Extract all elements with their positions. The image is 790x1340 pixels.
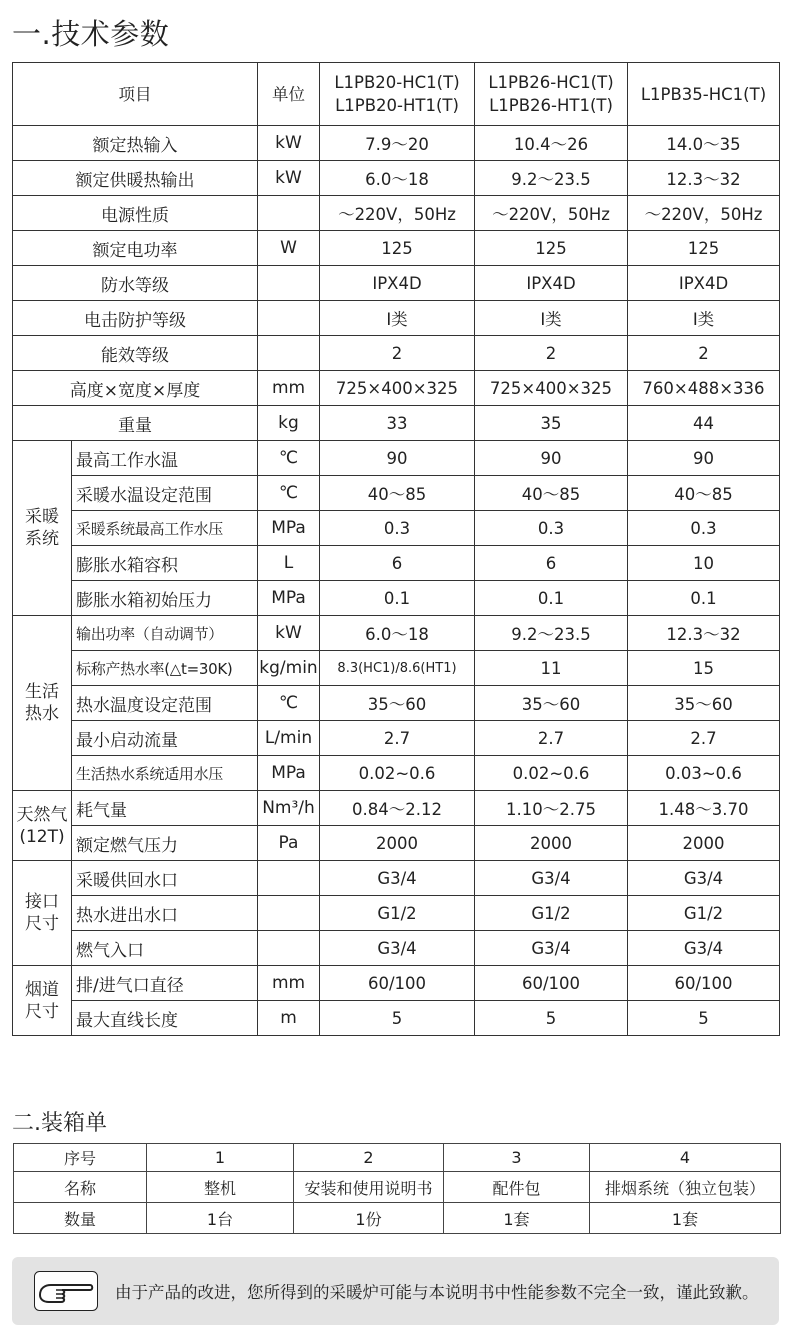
packing-cell: 4	[590, 1144, 781, 1172]
spec-row-unit: kW	[258, 616, 320, 651]
packing-cell: 1套	[590, 1203, 781, 1234]
spec-value-model-2: 90	[475, 441, 628, 476]
spec-value-model-3: 760×488×336	[628, 371, 780, 406]
spec-row-unit: m	[258, 1001, 320, 1036]
spec-value-model-3: 60/100	[628, 966, 780, 1001]
spec-value-model-1: 6.0～18	[320, 161, 475, 196]
spec-value-model-1: 725×400×325	[320, 371, 475, 406]
section1-title: 一.技术参数	[12, 17, 170, 51]
packing-cell: 2	[294, 1144, 444, 1172]
spec-row-label: 额定电功率	[13, 231, 258, 266]
packing-row-label: 数量	[14, 1203, 147, 1234]
pointing-hand-icon	[34, 1271, 98, 1311]
spec-group-label-line2: (12T)	[19, 826, 65, 847]
spec-value-model-2: 9.2～23.5	[475, 616, 628, 651]
spec-group-label-line2: 尺寸	[25, 1001, 59, 1022]
packing-cell: 配件包	[444, 1172, 590, 1203]
spec-value-model-1: 125	[320, 231, 475, 266]
spec-row	[13, 861, 780, 896]
spec-row-unit: kg	[258, 406, 320, 441]
spec-value-model-3: 0.1	[628, 581, 780, 616]
spec-row-unit	[258, 896, 320, 931]
spec-value-model-2: I类	[475, 301, 628, 336]
spec-value-model-3: 14.0～35	[628, 126, 780, 161]
spec-value-model-2: 0.1	[475, 581, 628, 616]
spec-row	[13, 476, 780, 511]
packing-cell: 安装和使用说明书	[294, 1172, 444, 1203]
spec-row-label: 热水进出水口	[72, 896, 258, 931]
spec-header-row	[13, 63, 780, 126]
spec-value-model-1: G3/4	[320, 861, 475, 896]
spec-row-label: 防水等级	[13, 266, 258, 301]
spec-group-label	[13, 966, 72, 1036]
spec-row-unit	[258, 861, 320, 896]
spec-value-model-2: 0.3	[475, 511, 628, 546]
header-item: 项目	[13, 63, 258, 126]
spec-value-model-3: 2000	[628, 826, 780, 861]
spec-row	[13, 441, 780, 476]
spec-row-label: 膨胀水箱初始压力	[72, 581, 258, 616]
header-model-1	[320, 63, 475, 126]
spec-row	[13, 966, 780, 1001]
spec-value-model-3: 0.3	[628, 511, 780, 546]
disclaimer-note	[12, 1257, 779, 1325]
header-unit: 单位	[258, 63, 320, 126]
spec-row-unit: MPa	[258, 511, 320, 546]
spec-row-unit	[258, 196, 320, 231]
spec-group-label-line2: 尺寸	[25, 914, 59, 934]
spec-row-unit: kg/min	[258, 651, 320, 686]
spec-value-model-1: 2000	[320, 826, 475, 861]
spec-row-unit: L/min	[258, 721, 320, 756]
spec-row	[13, 896, 780, 931]
spec-row-label: 最高工作水温	[72, 441, 258, 476]
spec-value-model-3: 90	[628, 441, 780, 476]
spec-value-model-3: 35～60	[628, 686, 780, 721]
packing-row	[14, 1172, 781, 1203]
spec-row-label: 排/进气口直径	[72, 966, 258, 1001]
spec-row-unit: W	[258, 231, 320, 266]
spec-value-model-2: 10.4～26	[475, 126, 628, 161]
packing-cell: 1份	[294, 1203, 444, 1234]
packing-cell: 整机	[147, 1172, 294, 1203]
spec-value-model-2: G3/4	[475, 861, 628, 896]
packing-cell: 1套	[444, 1203, 590, 1234]
spec-row-label: 额定燃气压力	[72, 826, 258, 861]
spec-value-model-2: 9.2～23.5	[475, 161, 628, 196]
spec-value-model-3: 125	[628, 231, 780, 266]
spec-row-label: 耗气量	[72, 791, 258, 826]
spec-row-label: 采暖系统最高工作水压	[72, 511, 258, 546]
spec-row-label: 最大直线长度	[72, 1001, 258, 1036]
spec-row	[13, 546, 780, 581]
spec-row	[13, 721, 780, 756]
spec-row	[13, 931, 780, 966]
spec-value-model-3: 5	[628, 1001, 780, 1036]
spec-row	[13, 791, 780, 826]
spec-group-label-line2: 系统	[25, 529, 59, 549]
spec-value-model-1: 5	[320, 1001, 475, 1036]
spec-row	[13, 826, 780, 861]
spec-value-model-3: 40～85	[628, 476, 780, 511]
spec-group-label-line2: 热水	[25, 704, 59, 724]
spec-group-label-line1: 采暖	[25, 507, 59, 527]
spec-row-unit: ℃	[258, 441, 320, 476]
spec-value-model-3: IPX4D	[628, 266, 780, 301]
spec-value-model-2: 125	[475, 231, 628, 266]
header-model-2-line1: L1PB26-HC1(T)	[488, 73, 614, 92]
header-model-2-line2: L1PB26-HT1(T)	[489, 96, 613, 115]
packing-row-label: 序号	[14, 1144, 147, 1172]
spec-row-label: 电源性质	[13, 196, 258, 231]
spec-row-unit	[258, 266, 320, 301]
spec-value-model-2: 35	[475, 406, 628, 441]
spec-row-label: 最小启动流量	[72, 721, 258, 756]
spec-table	[12, 62, 780, 1036]
spec-value-model-2: 5	[475, 1001, 628, 1036]
spec-row	[13, 161, 780, 196]
spec-value-model-3: 10	[628, 546, 780, 581]
spec-value-model-1: ～220V，50Hz	[320, 196, 475, 231]
spec-value-model-3: 1.48～3.70	[628, 791, 780, 826]
packing-cell: 排烟系统（独立包装）	[590, 1172, 781, 1203]
packing-cell: 1台	[147, 1203, 294, 1234]
spec-value-model-3: 0.03~0.6	[628, 756, 780, 791]
spec-row-label: 膨胀水箱容积	[72, 546, 258, 581]
spec-row-unit: kW	[258, 126, 320, 161]
spec-row	[13, 231, 780, 266]
spec-group-label-line1: 天然气	[16, 804, 68, 825]
spec-row-label: 标称产热水率(△t=30K)	[72, 651, 258, 686]
packing-row-label: 名称	[14, 1172, 147, 1203]
spec-value-model-2: ～220V，50Hz	[475, 196, 628, 231]
spec-group-label	[13, 441, 72, 616]
spec-value-model-3: 12.3～32	[628, 161, 780, 196]
spec-row	[13, 651, 780, 686]
spec-row	[13, 511, 780, 546]
spec-value-model-1: 6.0～18	[320, 616, 475, 651]
spec-row-label: 生活热水系统适用水压	[72, 756, 258, 791]
disclaimer-text: 由于产品的改进，您所得到的采暖炉可能与本说明书中性能参数不完全一致，谨此致歉。	[115, 1283, 759, 1302]
spec-row-unit	[258, 301, 320, 336]
spec-row	[13, 336, 780, 371]
packing-row	[14, 1144, 781, 1172]
spec-value-model-1: 2	[320, 336, 475, 371]
spec-value-model-3: 2	[628, 336, 780, 371]
packing-table	[13, 1143, 781, 1234]
spec-value-model-2: 1.10～2.75	[475, 791, 628, 826]
spec-row-unit: ℃	[258, 686, 320, 721]
spec-group-label	[13, 616, 72, 791]
spec-value-model-1: 8.3(HC1)/8.6(HT1)	[320, 651, 475, 686]
spec-value-model-3: ～220V，50Hz	[628, 196, 780, 231]
spec-row-unit	[258, 931, 320, 966]
spec-row	[13, 301, 780, 336]
spec-value-model-1: 60/100	[320, 966, 475, 1001]
spec-row-label: 输出功率（自动调节）	[72, 616, 258, 651]
spec-value-model-1: I类	[320, 301, 475, 336]
spec-value-model-1: 0.1	[320, 581, 475, 616]
spec-row	[13, 756, 780, 791]
spec-row-unit: MPa	[258, 756, 320, 791]
spec-value-model-1: 0.3	[320, 511, 475, 546]
spec-row-unit: mm	[258, 966, 320, 1001]
spec-row-label: 热水温度设定范围	[72, 686, 258, 721]
spec-row	[13, 686, 780, 721]
packing-cell: 3	[444, 1144, 590, 1172]
spec-value-model-2: 2.7	[475, 721, 628, 756]
header-model-3: L1PB35-HC1(T)	[628, 63, 780, 126]
spec-value-model-1: 0.02~0.6	[320, 756, 475, 791]
spec-value-model-3: 15	[628, 651, 780, 686]
spec-value-model-2: 35～60	[475, 686, 628, 721]
spec-value-model-3: 12.3～32	[628, 616, 780, 651]
spec-row-unit: mm	[258, 371, 320, 406]
spec-row	[13, 1001, 780, 1036]
packing-cell: 1	[147, 1144, 294, 1172]
spec-value-model-2: 11	[475, 651, 628, 686]
spec-value-model-3: G3/4	[628, 861, 780, 896]
spec-value-model-2: 2	[475, 336, 628, 371]
spec-row	[13, 371, 780, 406]
spec-value-model-2: 6	[475, 546, 628, 581]
spec-value-model-3: G1/2	[628, 896, 780, 931]
spec-group-label-line1: 接口	[25, 892, 59, 912]
spec-row	[13, 126, 780, 161]
spec-value-model-1: 90	[320, 441, 475, 476]
spec-row-unit	[258, 336, 320, 371]
section2-title: 二.装箱单	[12, 1111, 107, 1136]
spec-row-label: 采暖水温设定范围	[72, 476, 258, 511]
header-model-1-line2: L1PB20-HT1(T)	[335, 96, 459, 115]
spec-row-unit: ℃	[258, 476, 320, 511]
spec-value-model-2: G3/4	[475, 931, 628, 966]
spec-value-model-2: 2000	[475, 826, 628, 861]
spec-value-model-1: 7.9～20	[320, 126, 475, 161]
spec-value-model-1: 33	[320, 406, 475, 441]
spec-value-model-1: IPX4D	[320, 266, 475, 301]
spec-value-model-3: I类	[628, 301, 780, 336]
spec-row-unit: MPa	[258, 581, 320, 616]
spec-group-label	[13, 791, 72, 861]
spec-value-model-1: 40～85	[320, 476, 475, 511]
spec-value-model-1: 35～60	[320, 686, 475, 721]
spec-value-model-3: G3/4	[628, 931, 780, 966]
spec-value-model-1: 0.84～2.12	[320, 791, 475, 826]
spec-value-model-3: 44	[628, 406, 780, 441]
spec-row-label: 能效等级	[13, 336, 258, 371]
header-model-1-line1: L1PB20-HC1(T)	[334, 73, 460, 92]
spec-value-model-2: 0.02~0.6	[475, 756, 628, 791]
spec-row-unit: kW	[258, 161, 320, 196]
packing-row	[14, 1203, 781, 1234]
spec-value-model-2: 725×400×325	[475, 371, 628, 406]
spec-row	[13, 581, 780, 616]
spec-value-model-1: 2.7	[320, 721, 475, 756]
spec-value-model-2: IPX4D	[475, 266, 628, 301]
spec-row-unit: Pa	[258, 826, 320, 861]
spec-row	[13, 266, 780, 301]
spec-group-label-line1: 生活	[25, 682, 59, 702]
spec-row	[13, 616, 780, 651]
spec-row	[13, 196, 780, 231]
spec-group-label	[13, 861, 72, 966]
spec-row-label: 高度×宽度×厚度	[13, 371, 258, 406]
header-model-2	[475, 63, 628, 126]
spec-row-unit: Nm³/h	[258, 791, 320, 826]
spec-row-label: 额定供暖热输出	[13, 161, 258, 196]
spec-value-model-1: G3/4	[320, 931, 475, 966]
spec-value-model-2: 60/100	[475, 966, 628, 1001]
spec-row	[13, 406, 780, 441]
spec-row-label: 电击防护等级	[13, 301, 258, 336]
spec-row-label: 采暖供回水口	[72, 861, 258, 896]
spec-value-model-3: 2.7	[628, 721, 780, 756]
spec-group-label-line1: 烟道	[25, 979, 59, 1000]
spec-value-model-1: 6	[320, 546, 475, 581]
spec-row-unit: L	[258, 546, 320, 581]
spec-row-label: 额定热输入	[13, 126, 258, 161]
spec-row-label: 燃气入口	[72, 931, 258, 966]
spec-row-label: 重量	[13, 406, 258, 441]
spec-value-model-2: 40～85	[475, 476, 628, 511]
spec-value-model-2: G1/2	[475, 896, 628, 931]
spec-value-model-1: G1/2	[320, 896, 475, 931]
